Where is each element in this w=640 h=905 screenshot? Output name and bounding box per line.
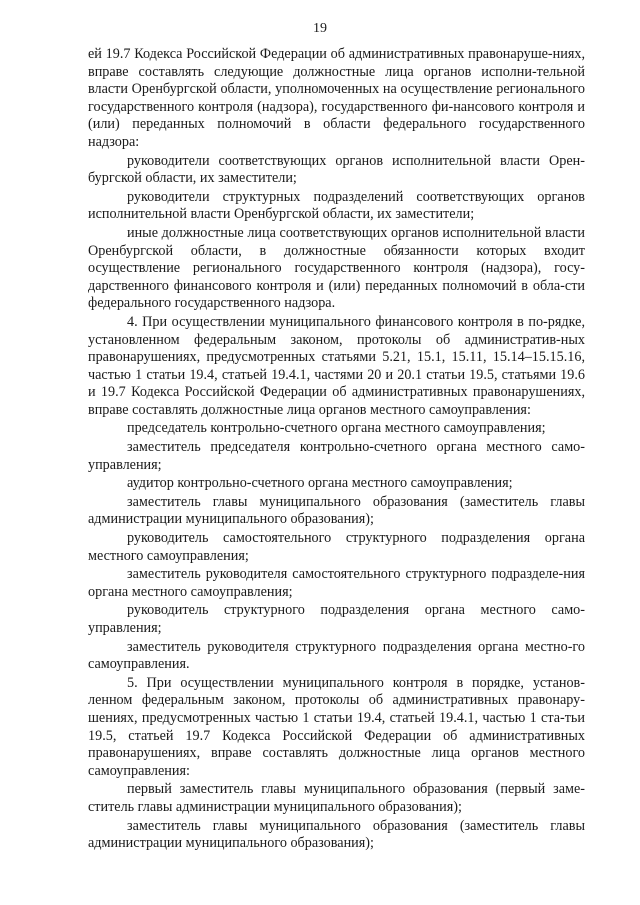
paragraph: ей 19.7 Кодекса Российской Федерации об административных правонаруше-ниях, вправе составлять следующие должностные лица органов исполни-тельной власти Оренбургской области, уполномоченных на осуществление регионального государственного контроля (надзора), государственного фи-нансового контроля и (или) переданных полномочий в области федерального государственного надзора: [88, 46, 585, 150]
paragraph: руководители соответствующих органов исполнительной власти Орен-бургской области, их заместители; [88, 152, 585, 187]
paragraph: аудитор контрольно-счетного органа местного самоуправления; [127, 475, 513, 492]
paragraph: первый заместитель главы муниципального образования (первый заме-ститель главы администрации муниципального образования); [88, 781, 585, 815]
paragraph: руководитель структурного подразделения органа местного само-управления; [88, 602, 585, 636]
paragraph: руководитель самостоятельного структурного подразделения органа местного самоуправления; [88, 530, 585, 564]
paragraph: заместитель руководителя структурного подразделения органа местно-го самоуправления. [88, 638, 585, 673]
paragraph: председатель контрольно-счетного органа местного самоуправления; [127, 420, 546, 437]
document-body [88, 46, 585, 853]
paragraph: 4. При осуществлении муниципального финансового контроля в по-рядке, установленном федеральным законом, протоколы об административ-ных правонарушениях, предусмотренных статьями 5.21, 15.1, 15.11, 15.14–15.15.16, частью 1 статьи 19.4, статьей 19.4.1, частями 20 и 20.1 статьи 19.5, статьями 19.6 и 19.7 Кодекса Российской Федерации об административных правонарушениях, вправе составлять должностные лица органов местного самоуправления: [88, 313, 585, 418]
paragraph: руководители структурных подразделений соответствующих органов исполнительной власти Оренбургской области, их заместители; [88, 188, 585, 223]
paragraph: заместитель председателя контрольно-счетного органа местного само-управления; [88, 439, 585, 473]
paragraph: 5. При осуществлении муниципального контроля в порядке, установ-ленном федеральным законом, протоколы об административных правонару-шениях, предусмотренных частью 1 статьи 19.4, статьей 19.4.1, частью 1 ста-тьи 19.5, статьей 19.7 Кодекса Российской Федерации об административных правонарушениях, вправе составлять должностные лица органов местного самоуправления: [88, 674, 585, 779]
page-number: 19 [313, 21, 327, 36]
paragraph: заместитель главы муниципального образования (заместитель главы администрации муниципального образования); [88, 493, 585, 528]
paragraph: иные должностные лица соответствующих органов исполнительной власти Оренбургской области, в должностные обязанности которых входит осуществление регионального государственного контроля (надзора), госу-дарственного финансового контроля и (или) переданных полномочий в обла-сти федерального государственного надзора. [88, 224, 585, 312]
paragraph: заместитель главы муниципального образования (заместитель главы администрации муниципального образования); [88, 817, 585, 852]
paragraph: заместитель руководителя самостоятельного структурного подразделе-ния органа местного самоуправления; [88, 566, 585, 600]
